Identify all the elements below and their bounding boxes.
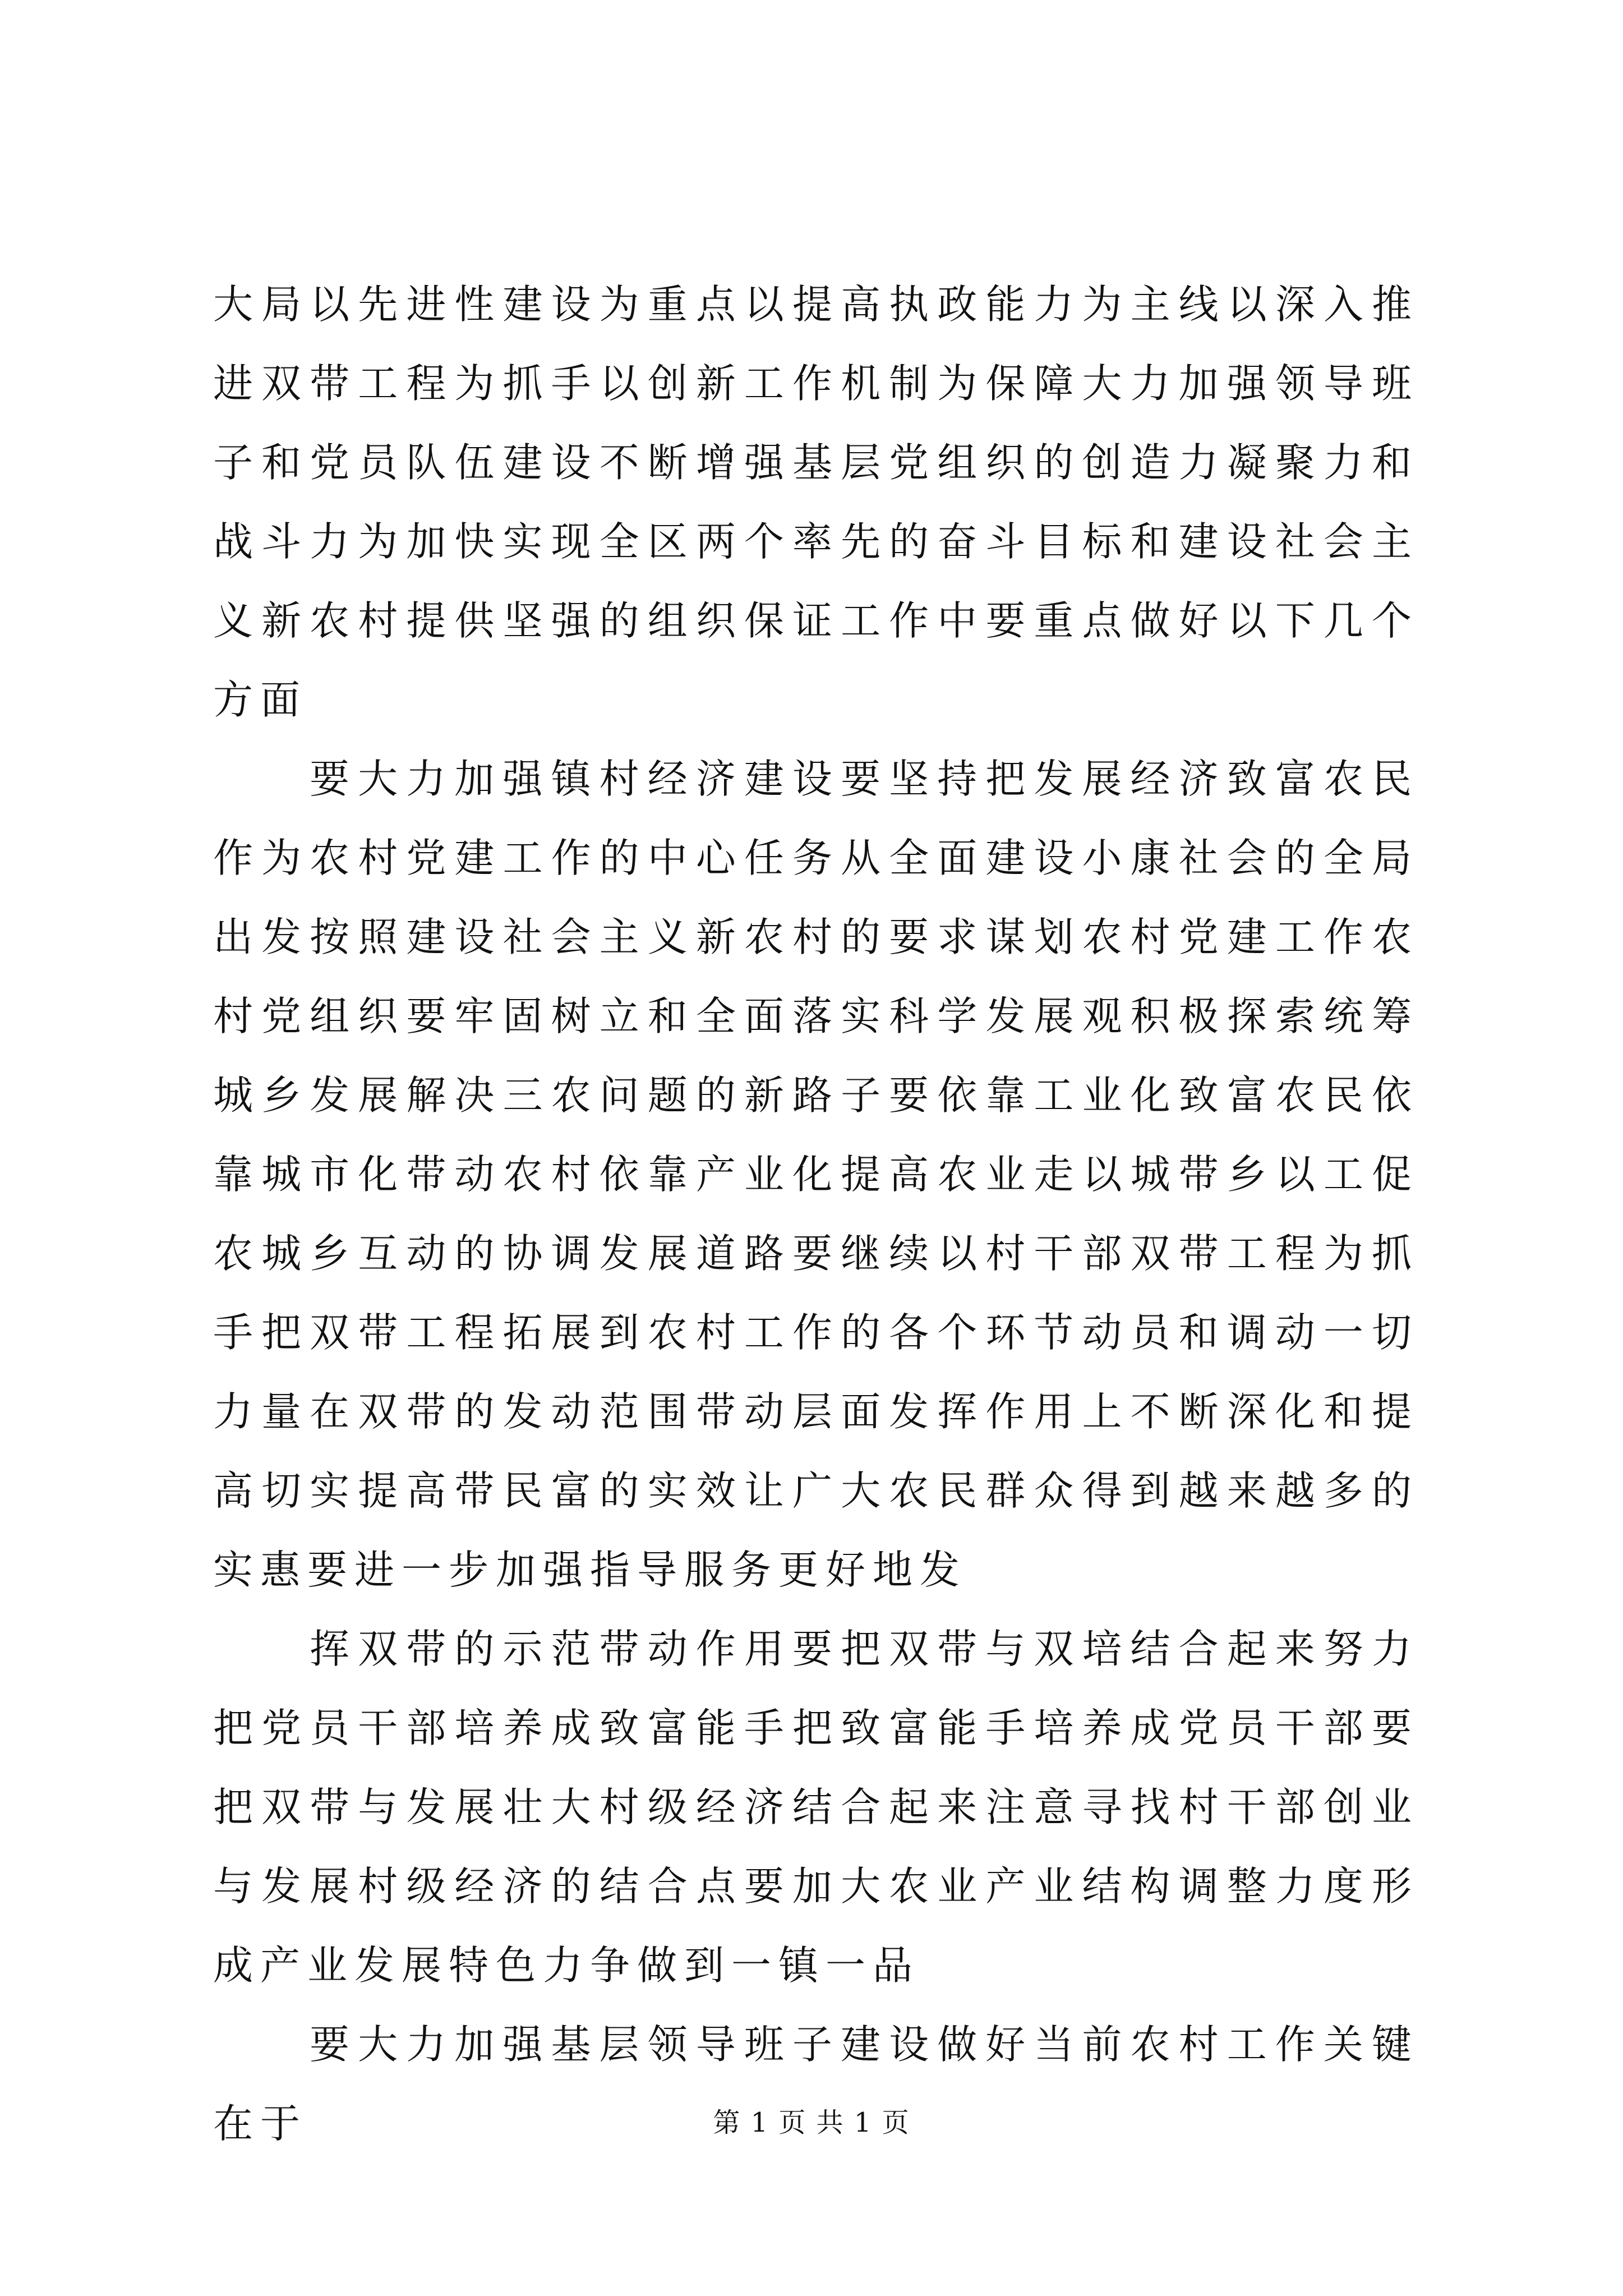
paragraph-3: 挥双带的示范带动作用要把双带与双培结合起来努力把党员干部培养成致富能手把致富能手培养成党员干部要把双带与发展壮大村级经济结合起来注意寻找村干部创业与发展村级经济的结合点要加大农业产业结构调整力度形成产业发展特色力争做到一镇一品 — [213, 1626, 1419, 1989]
page-footer: 第 1 页 共 1 页 — [713, 2107, 910, 2138]
paragraph-4: 要大力加强基层领导班子建设做好当前农村工作关键在于 — [213, 2021, 1419, 2147]
paragraph-1: 大局以先进性建设为重点以提高执政能力为主线以深入推进双带工程为抓手以创新工作机制为保障大力加强领导班子和党员队伍建设不断增强基层党组织的创造力凝聚力和战斗力为加快实现全区两个率先的奋斗目标和建设社会主义新农村提供坚强的组织保证工作中要重点做好以下几个方面 — [213, 281, 1419, 723]
document-body — [213, 265, 1419, 2163]
paragraph-2: 要大力加强镇村经济建设要坚持把发展经济致富农民作为农村党建工作的中心任务从全面建设小康社会的全局出发按照建设社会主义新农村的要求谋划农村党建工作农村党组织要牢固树立和全面落实科学发展观积极探索统筹城乡发展解决三农问题的新路子要依靠工业化致富农民依靠城市化带动农村依靠产业化提高农业走以城带乡以工促农城乡互动的协调发展道路要继续以村干部双带工程为抓手把双带工程拓展到农村工作的各个环节动员和调动一切力量在双带的发动范围带动层面发挥作用上不断深化和提高切实提高带民富的实效让广大农民群众得到越来越多的实惠要进一步加强指导服务更好地发 — [213, 756, 1419, 1593]
